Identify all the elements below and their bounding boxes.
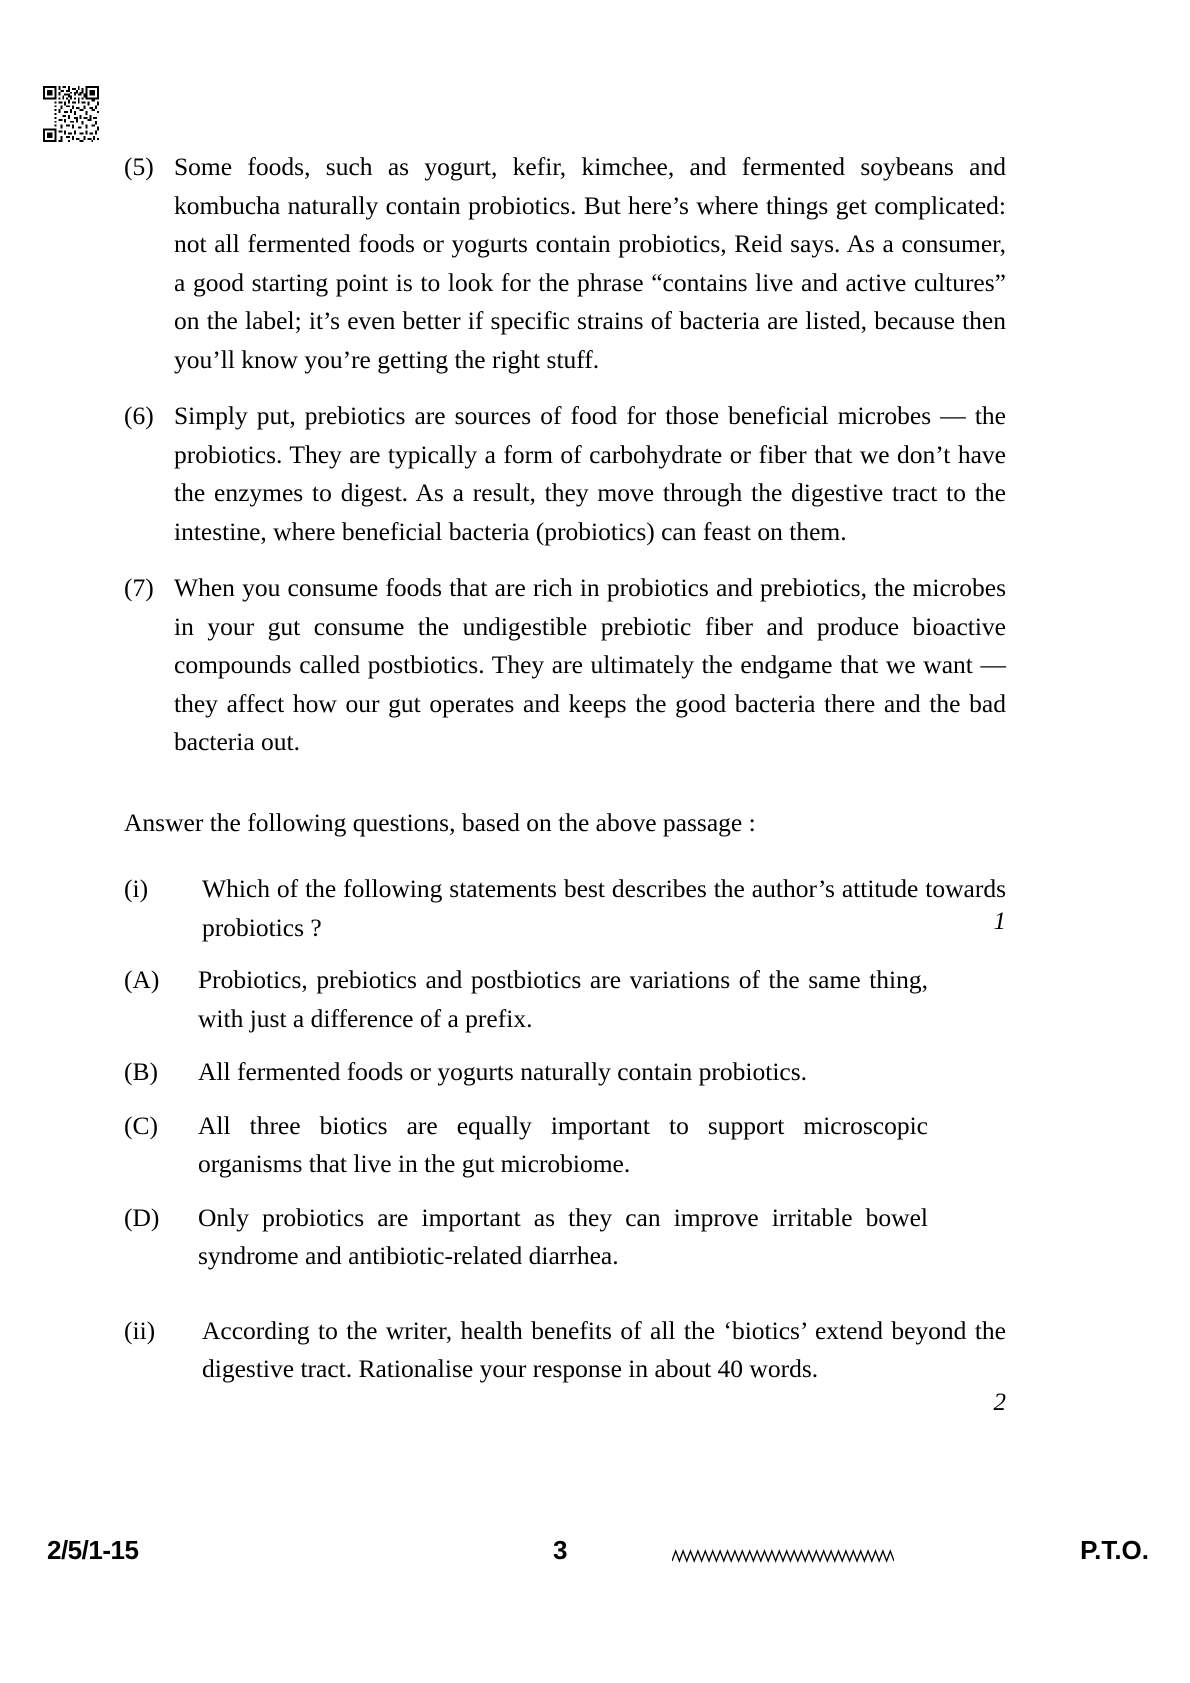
question-item — [124, 870, 1006, 1276]
paragraph-number: (7) — [124, 573, 154, 602]
question-marks: 2 — [993, 1388, 1006, 1416]
passage-paragraph — [124, 148, 1006, 379]
page-footer — [0, 1535, 1190, 1575]
question-label: (i) — [124, 874, 149, 903]
question-marks: 1 — [993, 908, 1006, 935]
option-text: All three biotics are equally important to support microscopic organisms that live in the gut microbiome. — [198, 1110, 928, 1178]
option-item[interactable] — [124, 1053, 1006, 1092]
page-number: 3 — [553, 1535, 568, 1565]
option-label: (C) — [124, 1110, 158, 1140]
pto-label: P.T.O. — [1080, 1535, 1149, 1565]
paragraph-number: (5) — [124, 152, 154, 181]
question-item — [124, 1312, 1006, 1416]
option-item[interactable] — [124, 961, 1006, 1038]
instruction-line: Answer the following questions, based on the above passage : — [124, 807, 756, 837]
wavy-rule-icon — [672, 1547, 894, 1567]
paper-code: 2/5/1-15 — [47, 1535, 139, 1565]
paragraph-text: Simply put, prebiotics are sources of food for those beneficial microbes — the probiotics. They are typically a form of carbohydrate or fiber that we don’t have the enzymes to digest. As a result, they move through the digestive tract to the intestine, where beneficial bacteria (probiotics) can feast on them. — [174, 401, 1006, 546]
passage-paragraph — [124, 397, 1006, 551]
option-list — [124, 961, 1006, 1276]
option-text: Only probiotics are important as they can improve irritable bowel syndrome and antibiotic-related diarrhea. — [198, 1202, 928, 1270]
qr-code-icon — [43, 86, 99, 142]
passage-and-questions — [124, 148, 1006, 1416]
question-text: According to the writer, health benefits of all the ‘biotics’ extend beyond the digestive tract. Rationalise your response in about 40 words. — [202, 1315, 1006, 1383]
question-label: (ii) — [124, 1315, 156, 1345]
paragraph-text: Some foods, such as yogurt, kefir, kimchee, and fermented soybeans and kombucha naturally contain probiotics. But here’s where things get complicated: not all fermented foods or yogurts contain probiotics, Reid says. As a consumer, a good starting point is to look for the phrase “contains live and active cultures” on the label; it’s even better if specific strains of bacteria are listed, because then you’ll know you’re getting the right stuff. — [174, 152, 1006, 374]
paragraph-text: When you consume foods that are rich in probiotics and prebiotics, the microbes in your gut consume the undigestible prebiotic fiber and produce bioactive compounds called postbiotics. They are ultimately the endgame that we want — they affect how our gut operates and keeps the good bacteria there and the bad bacteria out. — [174, 573, 1006, 756]
option-item[interactable] — [124, 1199, 1006, 1276]
question-text: Which of the following statements best describes the author’s attitude towards probiotics ? — [202, 874, 1006, 942]
passage-paragraph — [124, 569, 1006, 762]
paragraph-number: (6) — [124, 401, 154, 430]
option-label: (A) — [124, 965, 160, 994]
option-label: (B) — [124, 1057, 158, 1086]
option-text: Probiotics, prebiotics and postbiotics are variations of the same thing, with just a difference of a prefix. — [198, 965, 928, 1033]
option-text: All fermented foods or yogurts naturally contain probiotics. — [198, 1057, 808, 1086]
option-label: (D) — [124, 1202, 160, 1232]
option-item[interactable] — [124, 1107, 1006, 1184]
